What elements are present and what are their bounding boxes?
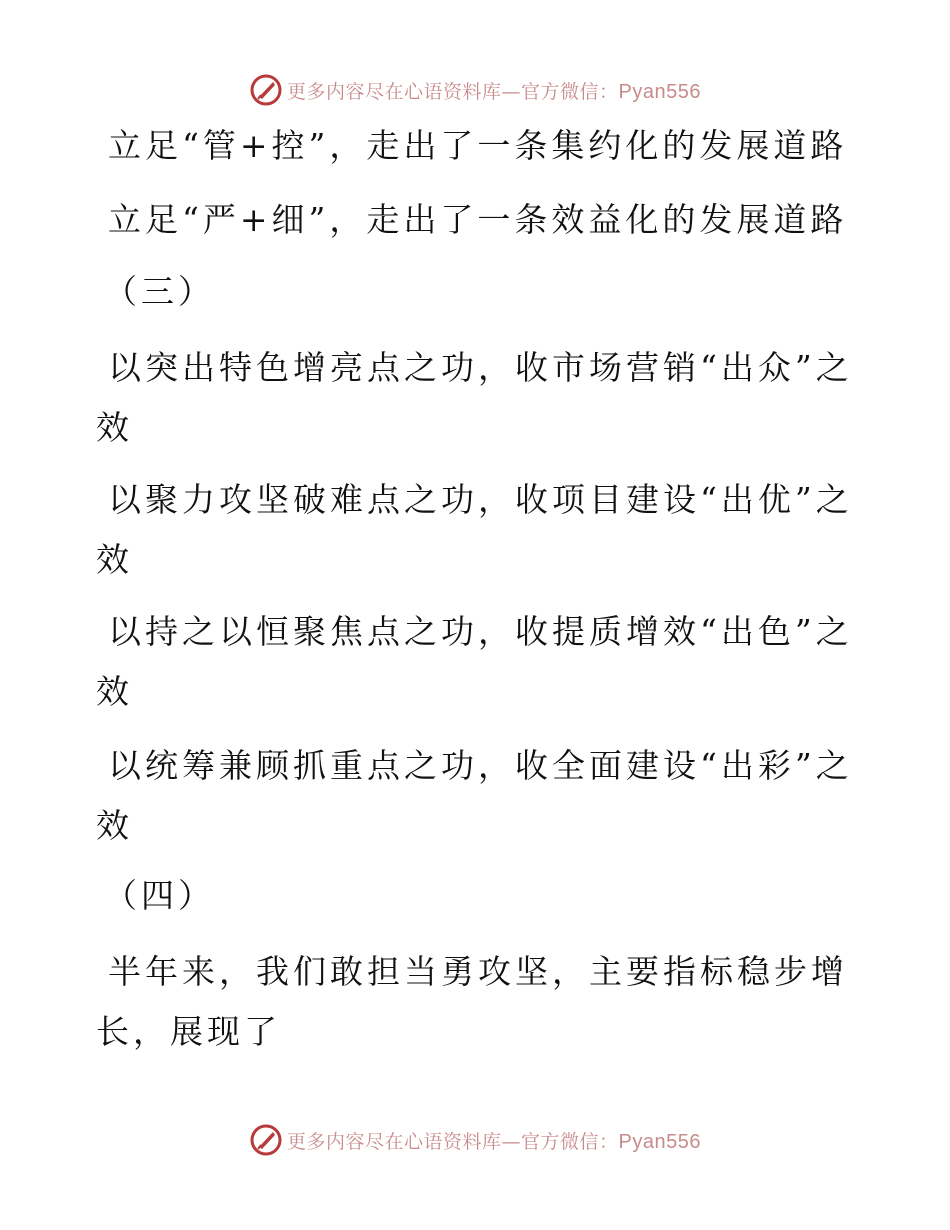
quill-logo-icon bbox=[249, 73, 283, 107]
text-line: 以持之以恒聚焦点之功，收提质增效“出色”之 bbox=[108, 612, 853, 651]
text-line: 效 bbox=[96, 408, 133, 447]
text-line: 效 bbox=[96, 672, 133, 711]
section-heading: （三） bbox=[104, 272, 215, 311]
footer-watermark bbox=[0, 1120, 950, 1160]
text-line: 效 bbox=[96, 806, 133, 845]
text-line: 立足“管+控”，走出了一条集约化的发展道路 bbox=[108, 126, 848, 165]
watermark-text: 更多内容尽在心语资料库—官方微信：Pyan556 bbox=[287, 80, 701, 103]
text-line: 以统筹兼顾抓重点之功，收全面建设“出彩”之 bbox=[108, 746, 853, 785]
text-line: 效 bbox=[96, 540, 133, 579]
text-line: 以聚力攻坚破难点之功，收项目建设“出优”之 bbox=[108, 480, 853, 519]
watermark-text: 更多内容尽在心语资料库—官方微信：Pyan556 bbox=[287, 1130, 701, 1153]
quill-logo-icon bbox=[249, 1123, 283, 1157]
section-heading: （四） bbox=[104, 876, 215, 915]
text-line: 立足“严+细”，走出了一条效益化的发展道路 bbox=[108, 200, 848, 239]
text-line: 长，展现了 bbox=[96, 1012, 281, 1051]
text-line: 以突出特色增亮点之功，收市场营销“出众”之 bbox=[108, 348, 853, 387]
text-line: 半年来，我们敢担当勇攻坚，主要指标稳步增 bbox=[108, 952, 848, 991]
header-watermark bbox=[0, 70, 950, 110]
